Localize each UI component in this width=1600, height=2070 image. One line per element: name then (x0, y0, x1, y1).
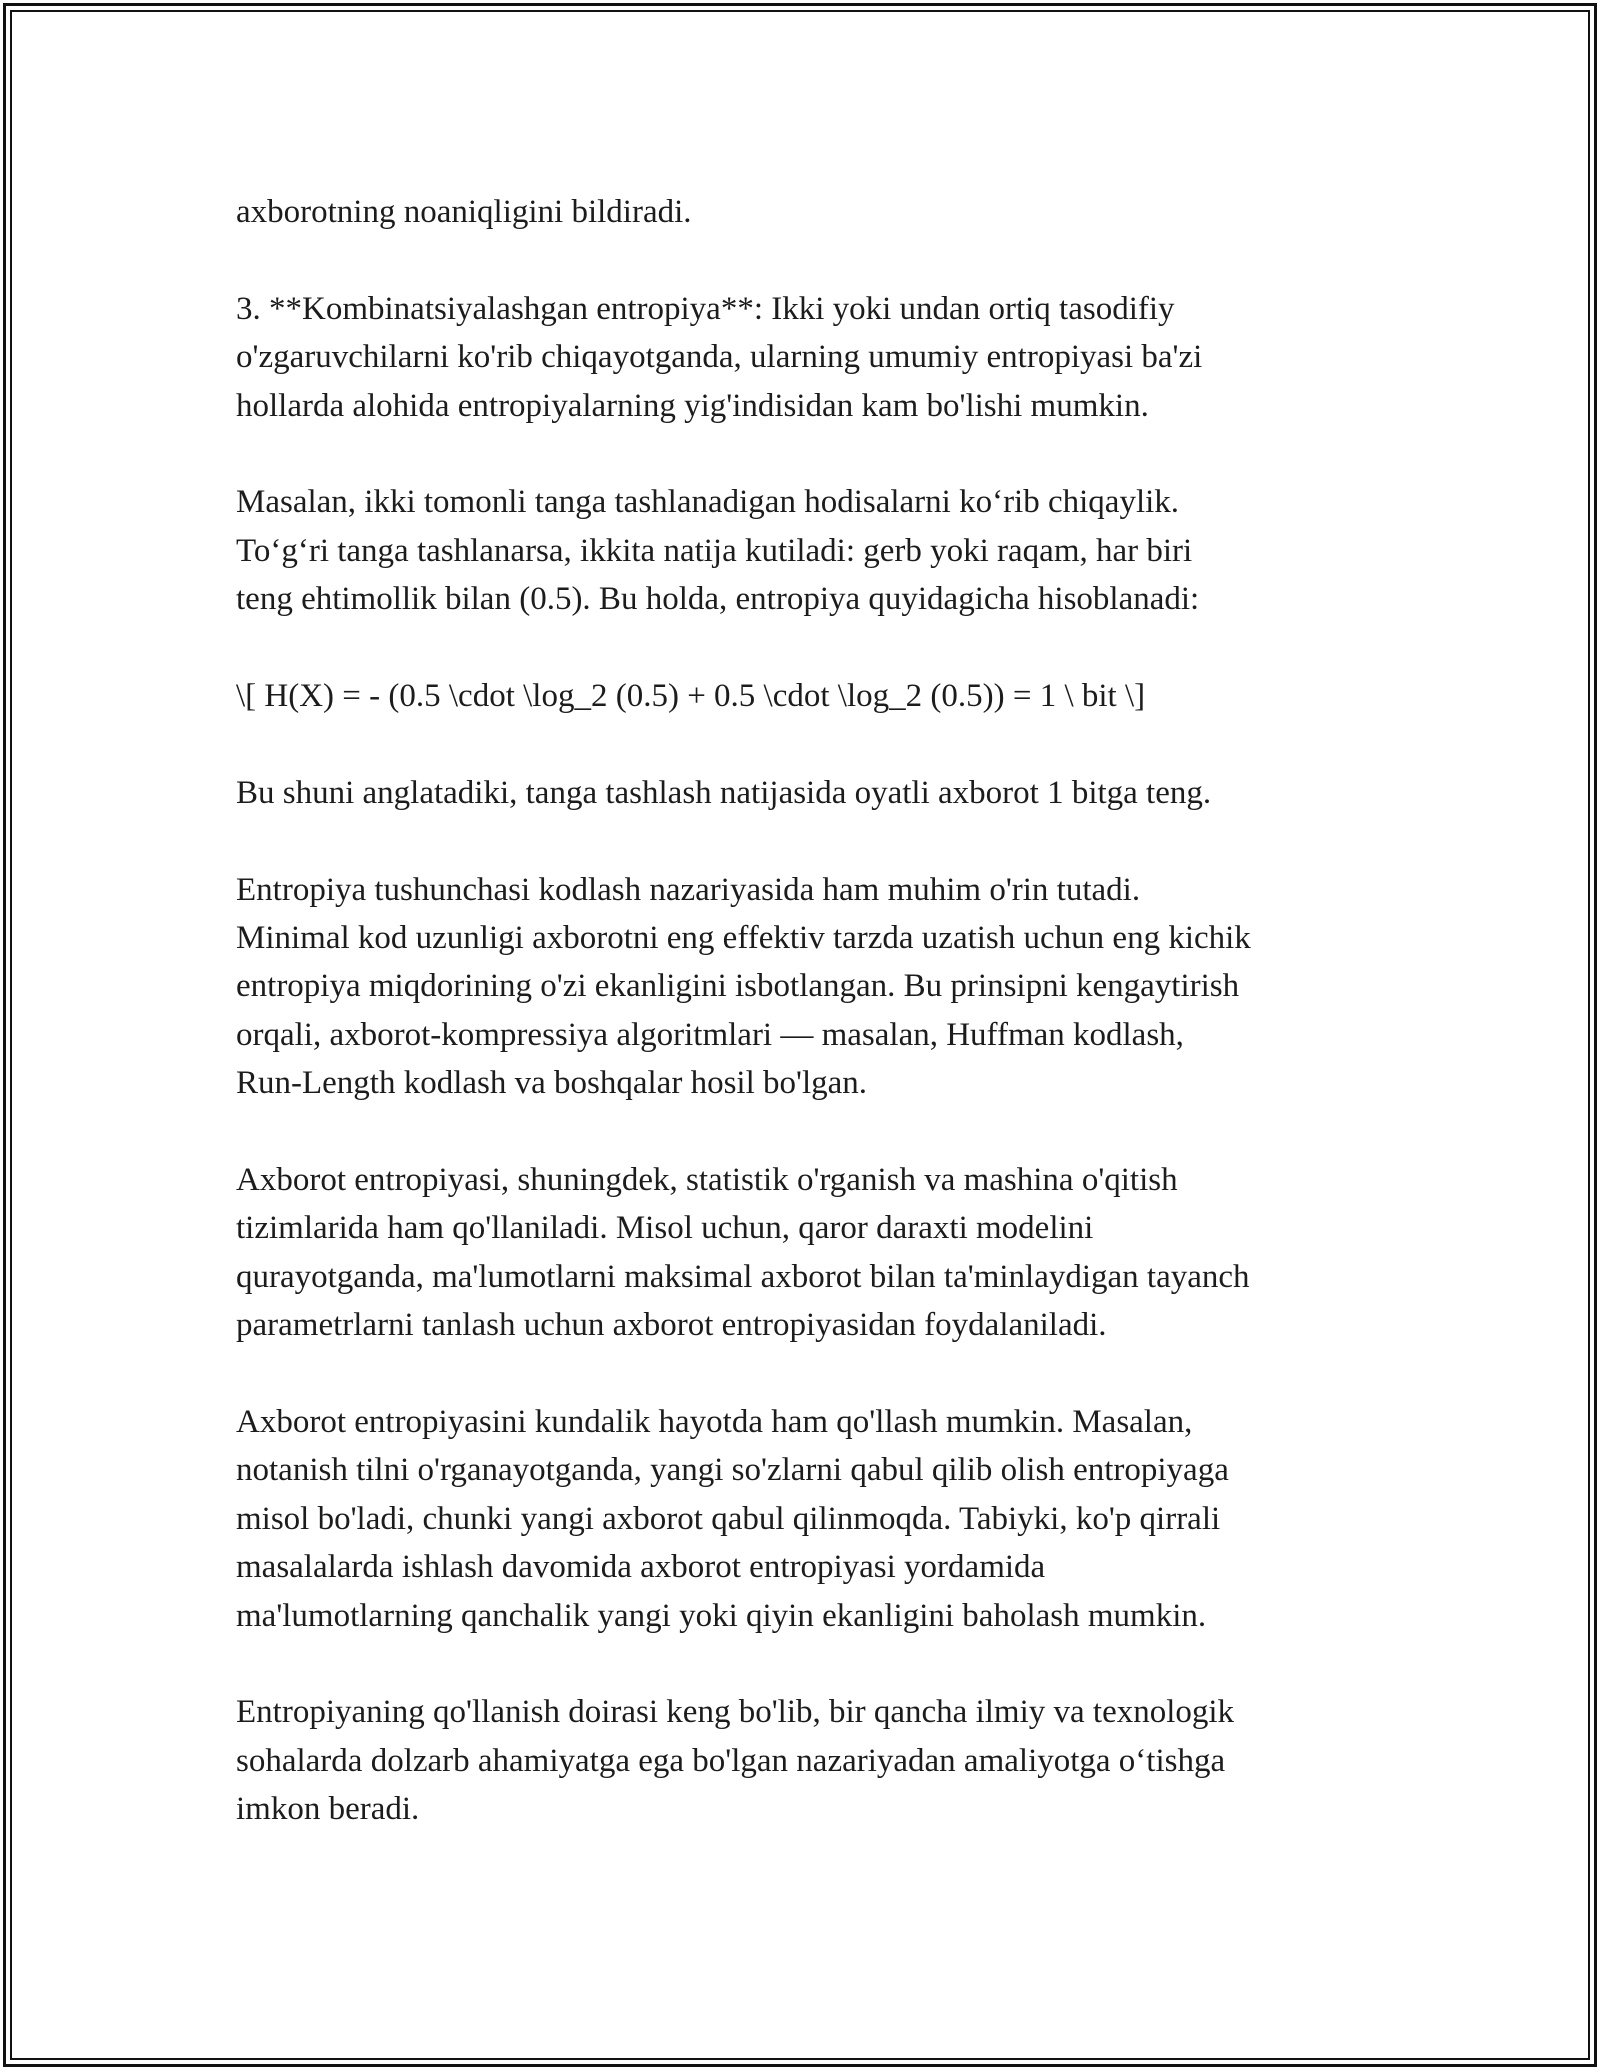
entropy-formula: \[ H(X) = - (0.5 \cdot \log_2 (0.5) + 0.5 \cdot \log_2 (0.5)) = 1 \ bit \] (236, 678, 1146, 715)
document-body (236, 188, 1376, 1882)
paragraph-daily-life: Axborot entropiyasini kundalik hayotda ham qo'llash mumkin. Masalan, notanish tilni o'rganayotganda, yangi so'zlarni qabul qilib olish entropiyaga misol bo'ladi, chunki yangi axborot qabul qilinmoqda. Tabiyki, ko'p qirrali masalalarda ishlash davomida axborot entropiyasi yordamida ma'lumotlarning qanchalik yangi yoki qiyin ekanligini baholash mumkin. (236, 1404, 1229, 1634)
paragraph-continuation: axborotning noaniqligini bildiradi. (236, 194, 692, 230)
paragraph-coin-example: Masalan, ikki tomonli tanga tashlanadigan hodisalarni ko‘rib chiqaylik. To‘g‘ri tanga tashlanarsa, ikkita natija kutiladi: gerb yoki raqam, har biri teng ehtimollik bilan (0.5). Bu holda, entropiya quyidagicha hisoblanadi: (236, 484, 1200, 618)
paragraph-combined-entropy: 3. **Kombinatsiyalashgan entropiya**: Ikki yoki undan ortiq tasodifiy o'zgaruvchilarni ko'rib chiqayotganda, ularning umumiy entropiyasi ba'zi hollarda alohida entropiyalarning yig'indisidan kam bo'lishi mumkin. (236, 290, 1203, 424)
paragraph-machine-learning: Axborot entropiyasi, shuningdek, statistik o'rganish va mashina o'qitish tizimlarida ham qo'llaniladi. Misol uchun, qaror daraxti modelini qurayotganda, ma'lumotlarni maksimal axborot bilan ta'minlaydigan tayanch parametrlarni tanlash uchun axborot entropiyasidan foydalaniladi. (236, 1162, 1250, 1344)
paragraph-coding-theory: Entropiya tushunchasi kodlash nazariyasida ham muhim o'rin tutadi. Minimal kod uzunligi axborotni eng effektiv tarzda uzatish uchun eng kichik entropiya miqdorining o'zi ekanligini isbotlangan. Bu prinsipni kengaytirish orqali, axborot-kompressiya algoritmlari — masalan, Huffman kodlash, Run-Length kodlash va boshqalar hosil bo'lgan. (236, 871, 1251, 1102)
paragraph-conclusion: Entropiyaning qo'llanish doirasi keng bo'lib, bir qancha ilmiy va texnologik sohalarda dolzarb ahamiyatga ega bo'lgan nazariyadan amaliyotga o‘tishga imkon beradi. (236, 1694, 1235, 1828)
paragraph-formula-meaning: Bu shuni anglatadiki, tanga tashlash natijasida oyatli axborot 1 bitga teng. (236, 774, 1212, 811)
